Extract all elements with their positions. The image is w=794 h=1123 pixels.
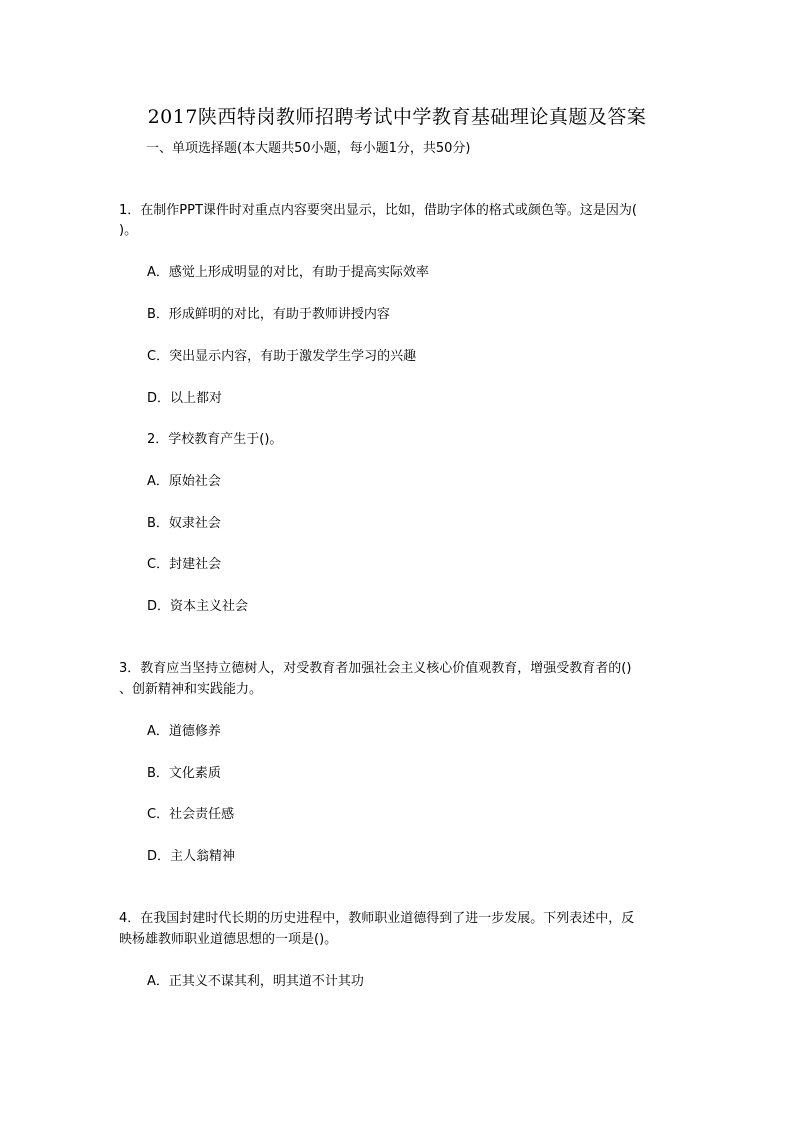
question-3-option-d: D．主人翁精神 — [147, 849, 236, 864]
question-3-stem-line-2: 、创新精神和实践能力。 — [119, 682, 263, 697]
section-heading: 一、单项选择题(本大题共50小题，每小题1分，共50分) — [146, 141, 471, 156]
document-title: 2017陕西特岗教师招聘考试中学教育基础理论真题及答案 — [147, 106, 647, 128]
question-1-stem-line-2: )。 — [119, 223, 138, 238]
question-3-option-b: B．文化素质 — [147, 766, 221, 781]
question-4-option-a: A．正其义不谋其利，明其道不计其功 — [147, 974, 364, 989]
question-1-stem-line-1: 1．在制作PPT课件时对重点内容要突出显示，比如，借助字体的格式或颜色等。这是因为( — [119, 203, 637, 218]
question-1-option-b: B．形成鲜明的对比，有助于教师讲授内容 — [147, 307, 390, 322]
question-3-option-c: C．社会责任感 — [147, 807, 235, 822]
question-4-stem-line-1: 4．在我国封建时代长期的历史进程中，教师职业道德得到了进一步发展。下列表述中，反 — [119, 911, 635, 926]
question-3-stem-line-1: 3．教育应当坚持立德树人，对受教育者加强社会主义核心价值观教育，增强受教育者的() — [119, 661, 632, 676]
question-2-option-d: D．资本主义社会 — [147, 599, 249, 614]
question-2-option-a: A．原始社会 — [147, 474, 221, 489]
question-1-option-a: A．感觉上形成明显的对比，有助于提高实际效率 — [147, 265, 429, 280]
question-3-option-a: A．道德修养 — [147, 724, 221, 739]
question-4-stem-line-2: 映杨雄教师职业道德思想的一项是()。 — [119, 932, 338, 947]
question-2-stem: 2．学校教育产生于()。 — [147, 432, 283, 447]
question-2-option-b: B．奴隶社会 — [147, 516, 221, 531]
question-1-option-c: C．突出显示内容，有助于激发学生学习的兴趣 — [147, 349, 417, 364]
question-2-option-c: C．封建社会 — [147, 557, 222, 572]
question-1-option-d: D．以上都对 — [147, 391, 223, 406]
